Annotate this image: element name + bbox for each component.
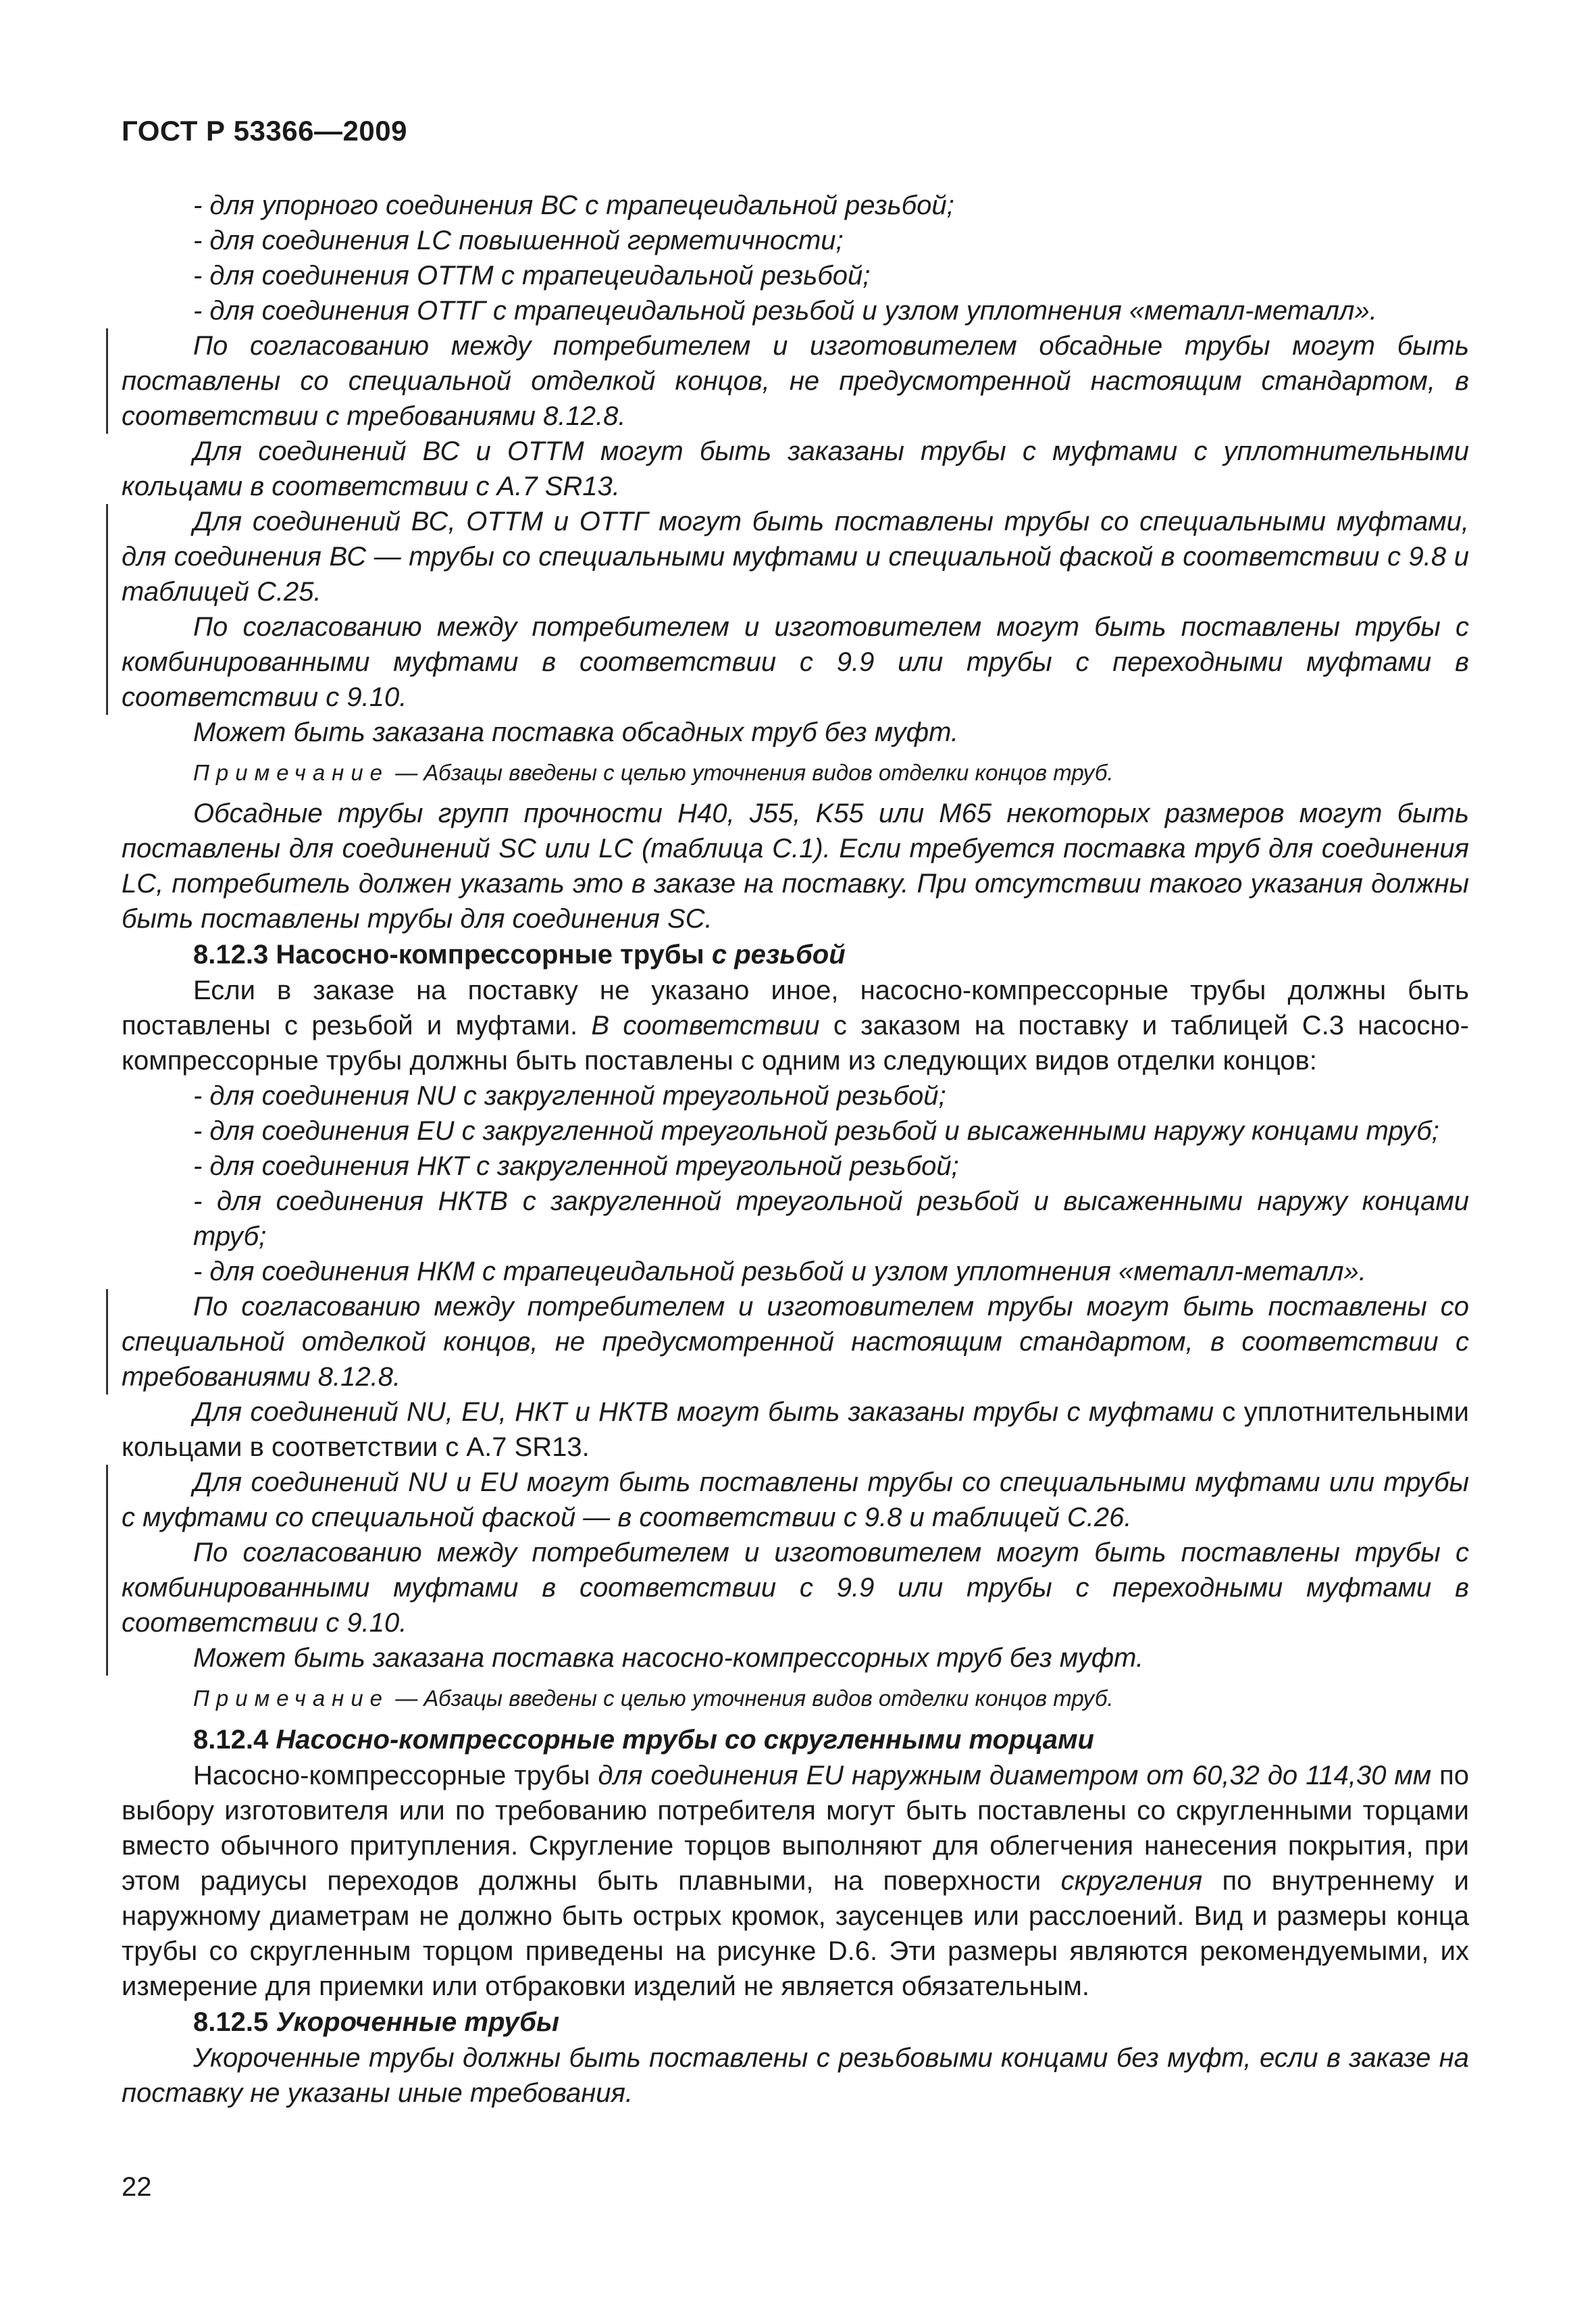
note xyxy=(122,754,1469,792)
list-item: - для соединения EU с закругленной треугольной резьбой и высаженными наружу концами труб; xyxy=(193,1116,1439,1146)
document-header: ГОСТ Р 53366—2009 xyxy=(122,115,407,147)
paragraph: Для соединений ВС и ОТТМ могут быть заказаны трубы с муфтами с уплотнительными кольцами в соответствии с А.7 SR13. xyxy=(122,436,1469,501)
note xyxy=(122,1680,1469,1717)
text-run: с уплотнительными кольцами в соответствии с А.7 SR13. xyxy=(122,1397,1469,1462)
text-run-italic: В соответствии xyxy=(591,1011,820,1040)
list-item: - для соединения LC повышенной герметичности; xyxy=(193,226,844,255)
paragraph xyxy=(122,973,1469,1078)
paragraph: Для соединений ВС, ОТТМ и ОТТГ могут быть поставлены трубы со специальными муфтами, для соединения ВС — трубы со специальными муфтами и специальной фаской в соответствии с 9.8 и таблицей С.25. xyxy=(106,504,1469,609)
heading-italic: Насосно-компрессорные трубы со скругленными торцами xyxy=(276,1725,1094,1755)
paragraph: По согласованию между потребителем и изготовителем обсадные трубы могут быть поставлены со специальной отделкой концов, не предусмотренной настоящим стандартом, в соответствии с требованиями 8.12.8. xyxy=(106,328,1469,434)
text-run: по выбору изготовителя или по требованию потребителя могут быть поставлены со скругленными торцами вместо обычного притупления. Скругление торцов выполняют для облегчения нанесения покрытия, при этом радиусы переходов должны быть плавными, на поверхности xyxy=(122,1761,1470,1896)
paragraph: Может быть заказана поставка насосно-компрессорных труб без муфт. xyxy=(106,1640,1469,1676)
text-run-italic: для соединения EU наружным диаметром от 60,32 до 114,30 мм xyxy=(598,1761,1432,1790)
heading-italic: с резьбой xyxy=(711,940,846,970)
note-label: Примечание xyxy=(193,1686,390,1711)
paragraph: По согласованию между потребителем и изготовителем могут быть поставлены трубы с комбинированными муфтами в соответствии с 9.9 или трубы с переходными муфтами в соответствии с 9.10. xyxy=(106,1535,1469,1640)
text-run-italic: Для соединений NU, EU, НКТ и НКТВ могут быть заказаны трубы с муфтами xyxy=(193,1397,1214,1427)
text-run: по внутреннему и наружному диаметрам не должно быть острых кромок, заусенцев или расслоений. Вид и размеры конца трубы со скругленным торцом приведены на рисунке D.6. Эти размеры являются рекомендуемыми, их измерение для приемки или отбраковки изделий не является обязательным. xyxy=(122,1866,1469,2001)
page-number: 22 xyxy=(122,2172,152,2202)
heading-italic: Укороченные трубы xyxy=(276,2007,560,2037)
paragraph: По согласованию между потребителем и изготовителем трубы могут быть поставлены со специальной отделкой концов, не предусмотренной настоящим стандартом, в соответствии с требованиями 8.12.8. xyxy=(106,1289,1469,1394)
list-item: - для упорного соединения ВС с трапецеидальной резьбой; xyxy=(193,191,954,220)
note-text: — Абзацы введены с целью уточнения видов отделки концов труб. xyxy=(389,1686,1114,1711)
text-run: с заказом на поставку и таблицей С.3 насосно-компрессорные трубы должны быть поставлены с одним из следующих видов отделки концов: xyxy=(122,1011,1469,1076)
note-text: — Абзацы введены с целью уточнения видов отделки концов труб. xyxy=(389,760,1114,785)
paragraph: Для соединений NU и EU могут быть поставлены трубы со специальными муфтами или трубы с муфтами со специальной фаской — в соответствии с 9.8 и таблицей С.26. xyxy=(106,1465,1469,1535)
list-item: - для соединения ОТТГ с трапецеидальной резьбой и узлом уплотнения «металл-металл». xyxy=(193,296,1377,326)
list-item: - для соединения НКТ с закругленной треугольной резьбой; xyxy=(193,1151,959,1181)
paragraph: По согласованию между потребителем и изготовителем могут быть поставлены трубы с комбинированными муфтами в соответствии с 9.9 или трубы с переходными муфтами в соответствии с 9.10. xyxy=(106,609,1469,715)
section-heading xyxy=(122,1721,1469,1758)
section-heading xyxy=(122,2004,1469,2040)
text-run: Если в заказе на поставку не указано иное, насосно-компрессорные трубы должны быть поставлены с резьбой и муфтами. xyxy=(122,976,1469,1040)
text-run: Насосно-компрессорные трубы xyxy=(193,1761,598,1790)
paragraph xyxy=(122,1394,1469,1465)
paragraph: Может быть заказана поставка обсадных труб без муфт. xyxy=(193,718,959,747)
paragraph: Укороченные трубы должны быть поставлены с резьбовыми концами без муфт, если в заказе на поставку не указаны иные требования. xyxy=(122,2043,1469,2108)
heading-text: 8.12.3 Насосно-компрессорные трубы xyxy=(193,940,712,970)
list-item: - для соединения НКТВ с закругленной треугольной резьбой и высаженными наружу концами труб; xyxy=(193,1186,1469,1251)
note-label: Примечание xyxy=(193,760,390,785)
document-page xyxy=(122,115,1469,2111)
section-heading xyxy=(122,936,1469,973)
paragraph xyxy=(122,1758,1469,2004)
list-item: - для соединения NU с закругленной треугольной резьбой; xyxy=(193,1081,946,1111)
heading-text: 8.12.5 xyxy=(193,2007,276,2037)
list-item: - для соединения НКМ с трапецеидальной резьбой и узлом уплотнения «металл-металл». xyxy=(193,1257,1366,1286)
paragraph: Обсадные трубы групп прочности Н40, J55, K55 или М65 некоторых размеров могут быть поставлены для соединений SC или LC (таблица С.1). Если требуется поставка труб для соединения LC, потребитель должен указать это в заказе на поставку. При отсутствии такого указания должны быть поставлены трубы для соединения SC. xyxy=(122,799,1470,934)
text-run-italic: скругления xyxy=(1060,1866,1203,1896)
list-item: - для соединения ОТТМ с трапецеидальной резьбой; xyxy=(193,261,871,291)
heading-text: 8.12.4 xyxy=(193,1725,276,1755)
